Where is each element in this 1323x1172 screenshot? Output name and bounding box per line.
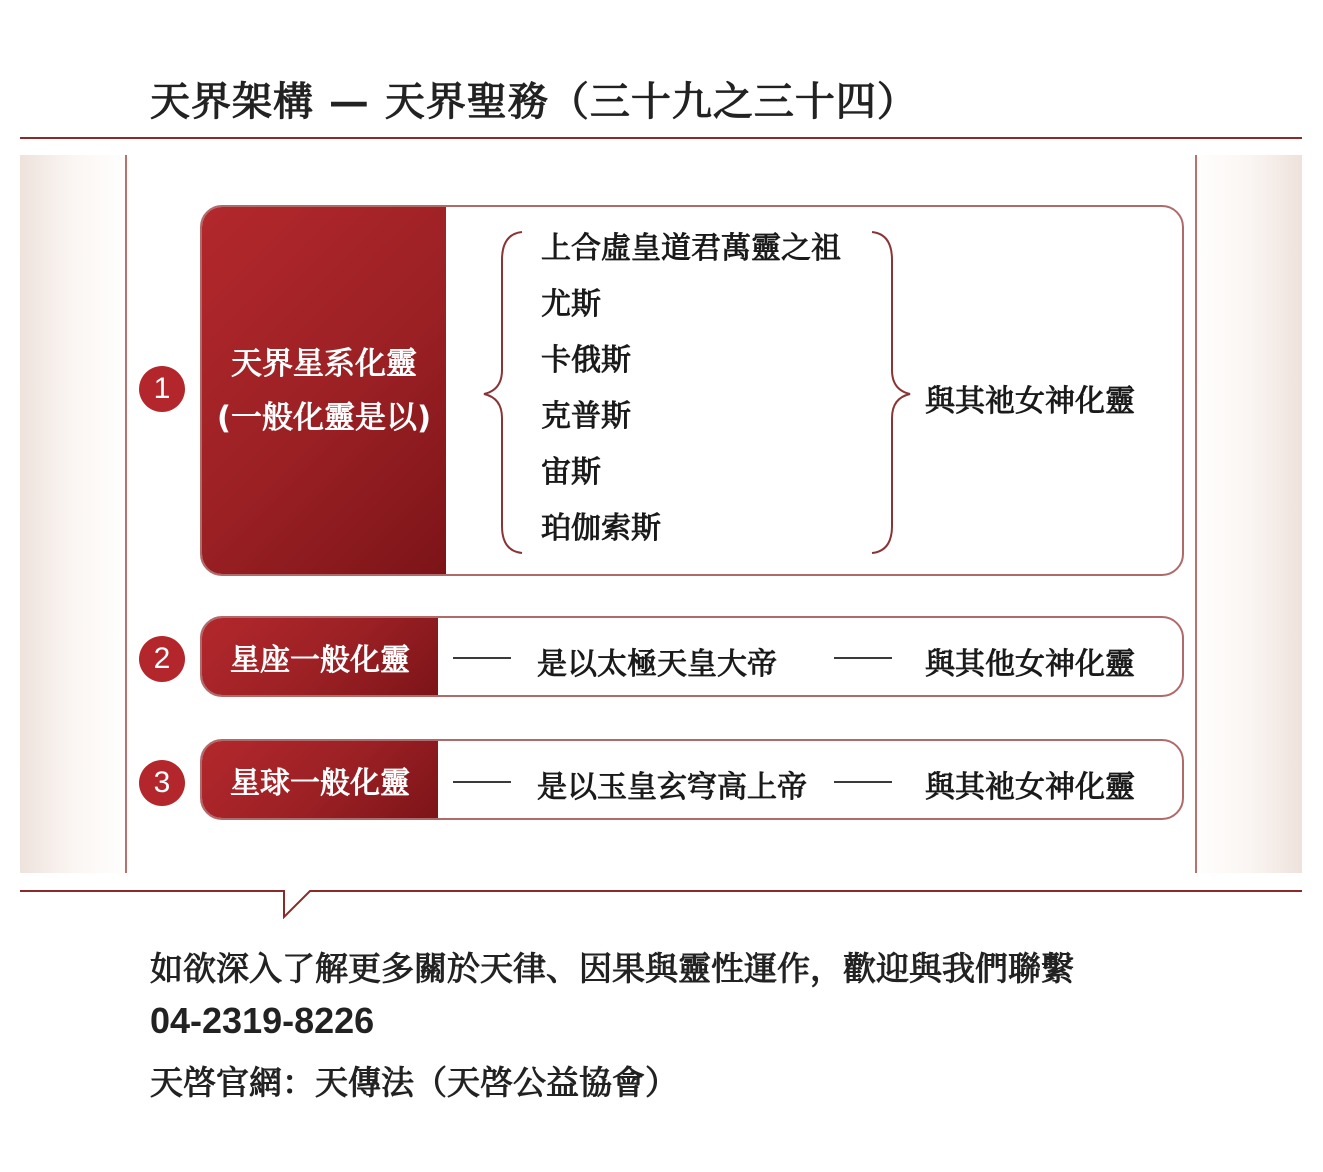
left-brace-icon	[480, 230, 526, 555]
row-3-middle-label: 是以玉皇玄穹高上帝	[537, 770, 807, 805]
row-3-right-label: 與其祂女神化靈	[925, 770, 1135, 805]
callout-divider	[0, 880, 1323, 930]
row-1-name-list	[541, 225, 881, 561]
row-2-right-label: 與其他女神化靈	[925, 647, 1135, 682]
list-item: 卡俄斯	[541, 343, 631, 378]
list-item: 尤斯	[541, 287, 601, 322]
title-divider	[20, 137, 1302, 139]
row-1-right-label: 與其祂女神化靈	[925, 384, 1135, 419]
list-item: 上合虛皇道君萬靈之祖	[541, 231, 841, 266]
row-2-head: 星座一般化靈	[202, 618, 438, 695]
row-3-number-badge: 3	[139, 760, 185, 806]
panel-left-line	[125, 155, 127, 873]
list-item: 宙斯	[541, 455, 601, 490]
contact-invite-text: 如欲深入了解更多關於天律、因果與靈性運作，歡迎與我們聯繫	[150, 949, 1074, 988]
panel-right-line	[1195, 155, 1197, 873]
row-3-connector-left	[453, 781, 511, 783]
page-title: 天界架構 — 天界聖務（三十九之三十四）	[150, 78, 918, 125]
row-2-number-badge: 2	[139, 636, 185, 682]
row-1-head	[202, 207, 446, 574]
row-3-head: 星球一般化靈	[202, 741, 438, 818]
row-2-connector-left	[453, 657, 511, 659]
row-1-number-badge: 1	[139, 366, 185, 412]
row-3-connector-right	[834, 781, 892, 783]
row-1-head-line1: 天界星系化靈	[231, 345, 417, 382]
list-item: 克普斯	[541, 399, 631, 434]
row-2-middle-label: 是以太極天皇大帝	[537, 647, 777, 682]
row-1-head-line2: (一般化靈是以)	[216, 399, 432, 436]
official-website-text: 天啓官網：天傳法（天啓公益協會）	[150, 1063, 678, 1102]
row-2-connector-right	[834, 657, 892, 659]
list-item: 珀伽索斯	[541, 511, 661, 546]
phone-number: 04-2319-8226	[150, 1000, 375, 1041]
